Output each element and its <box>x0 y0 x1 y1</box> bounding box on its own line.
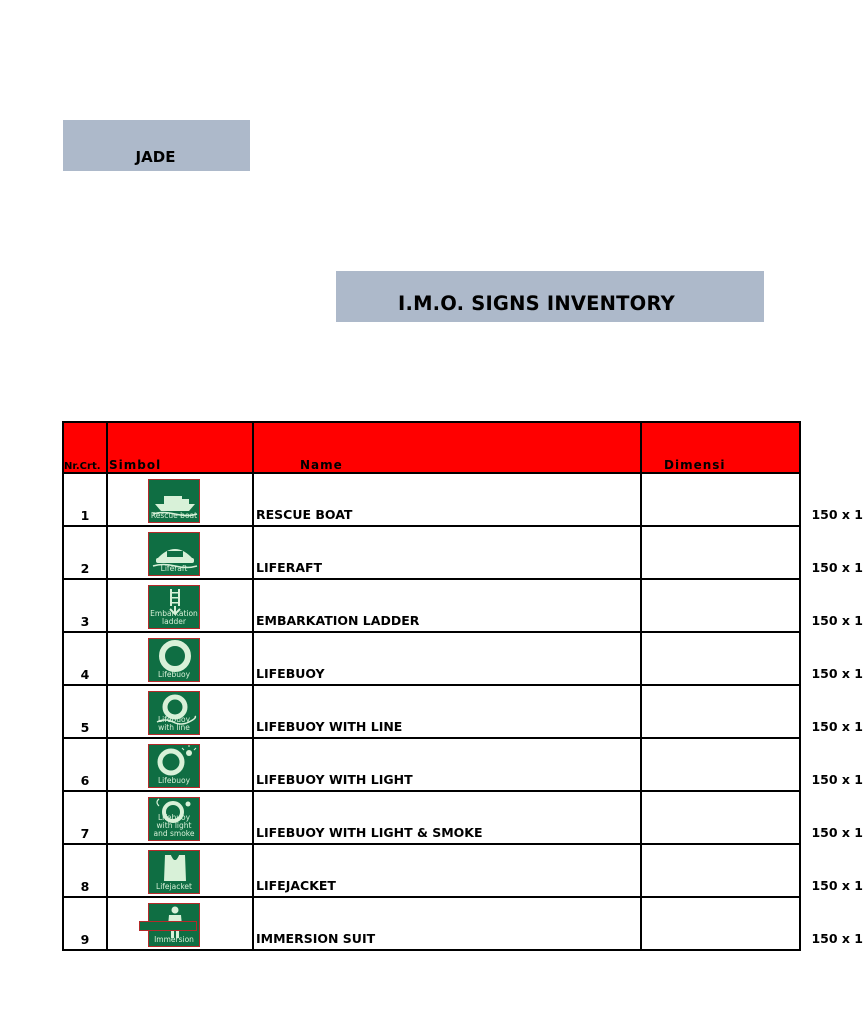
table-header-row <box>63 422 800 473</box>
sign-label: Lifebuoy <box>157 670 191 679</box>
table-row <box>63 791 800 844</box>
sign-label: Lifejacket <box>156 882 192 891</box>
sign-dimension-cell <box>641 738 863 791</box>
partial-sign-image <box>139 921 197 931</box>
sign-name: LIFEBUOY WITH LINE <box>253 685 641 738</box>
sign-name: IMMERSION SUIT <box>253 897 641 950</box>
sign-label: Lifebuoy with line <box>157 715 191 732</box>
sign-name: LIFERAFT <box>253 526 641 579</box>
sign-dimension-cell <box>641 632 863 685</box>
table-row <box>63 473 800 526</box>
symbol-cell <box>107 473 253 526</box>
sign-dimension: 150 x 1 <box>811 613 863 628</box>
symbol-cell <box>107 844 253 897</box>
imo-sign-image <box>148 638 200 682</box>
column-header-name: Name <box>253 422 641 473</box>
row-number: 8 <box>63 844 107 897</box>
sign-name: LIFEBUOY WITH LIGHT <box>253 738 641 791</box>
signs-table <box>62 421 863 951</box>
sign-dimension-cell <box>641 791 863 844</box>
column-header-nr: Nr.Crt. <box>63 422 107 473</box>
sign-dimension: 150 x 1 <box>811 719 863 734</box>
imo-sign-image <box>148 532 200 576</box>
table-row <box>63 685 800 738</box>
symbol-cell <box>107 632 253 685</box>
sign-label: Lifebuoy <box>157 776 191 785</box>
column-header-symbol: Simbol <box>107 422 253 473</box>
imo-sign-image <box>148 797 200 841</box>
imo-sign-image <box>148 585 200 629</box>
column-header-dimension: Dimensi <box>641 422 800 473</box>
sign-name: RESCUE BOAT <box>253 473 641 526</box>
sign-dimension-cell <box>641 526 863 579</box>
imo-sign-image <box>148 850 200 894</box>
table-row <box>63 738 800 791</box>
table-row <box>63 632 800 685</box>
symbol-cell <box>107 526 253 579</box>
imo-sign-image <box>148 479 200 523</box>
sign-name: LIFEBUOY WITH LIGHT & SMOKE <box>253 791 641 844</box>
sign-label: Rescue boat <box>150 511 198 520</box>
imo-sign-image <box>148 691 200 735</box>
title-box <box>336 271 764 322</box>
symbol-cell <box>107 685 253 738</box>
sign-label: Lifebuoy with light and smoke <box>153 813 195 838</box>
sign-label: Liferaft <box>160 564 188 573</box>
row-number: 1 <box>63 473 107 526</box>
row-number: 2 <box>63 526 107 579</box>
symbol-cell <box>107 791 253 844</box>
sign-label: Immersion <box>154 935 194 944</box>
sign-name: LIFEBUOY <box>253 632 641 685</box>
sign-dimension-cell <box>641 897 863 950</box>
sign-dimension: 150 x 1 <box>811 931 863 946</box>
row-number: 7 <box>63 791 107 844</box>
table-row <box>63 844 800 897</box>
sign-label: Embarkation ladder <box>150 609 198 626</box>
page-title: I.M.O. SIGNS INVENTORY <box>398 292 675 315</box>
sign-dimension-cell <box>641 473 863 526</box>
sign-dimension: 150 x 1 <box>811 507 863 522</box>
sign-dimension: 150 x 1 <box>811 772 863 787</box>
table-row <box>63 526 800 579</box>
symbol-cell <box>107 579 253 632</box>
table-row <box>63 579 800 632</box>
sign-dimension: 150 x 1 <box>811 560 863 575</box>
sign-dimension: 150 x 1 <box>811 666 863 681</box>
symbol-cell <box>107 738 253 791</box>
sign-dimension-cell <box>641 579 863 632</box>
sign-name: EMBARKATION LADDER <box>253 579 641 632</box>
sign-dimension: 150 x 1 <box>811 878 863 893</box>
row-number: 5 <box>63 685 107 738</box>
sign-dimension-cell <box>641 685 863 738</box>
sign-name: LIFEJACKET <box>253 844 641 897</box>
row-number: 9 <box>63 897 107 950</box>
row-number: 3 <box>63 579 107 632</box>
row-number: 4 <box>63 632 107 685</box>
sign-dimension-cell <box>641 844 863 897</box>
row-number: 6 <box>63 738 107 791</box>
imo-sign-image <box>148 744 200 788</box>
signs-table-viewport <box>62 421 863 947</box>
sign-dimension: 150 x 1 <box>811 825 863 840</box>
ship-name: JADE <box>135 148 176 166</box>
ship-name-box <box>63 120 250 171</box>
